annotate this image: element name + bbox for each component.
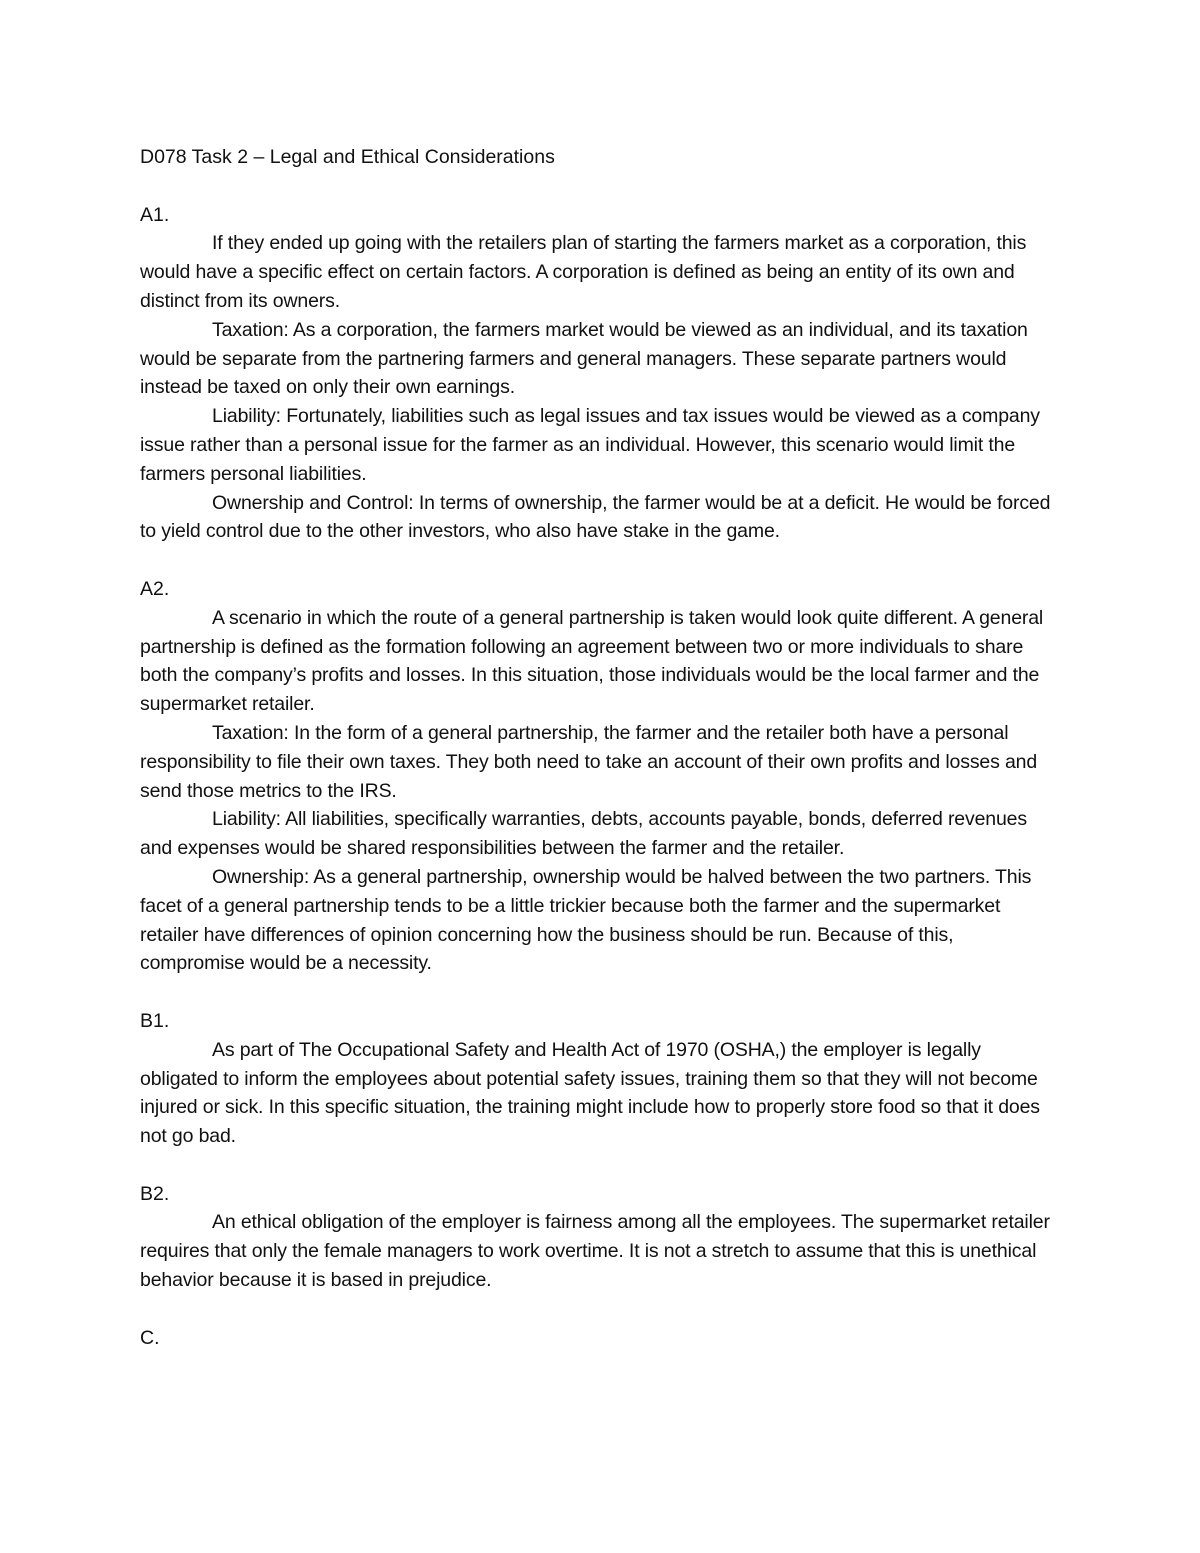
section-heading: C.: [140, 1326, 160, 1349]
paragraph: Liability: Fortunately, liabilities such as legal issues and tax issues would be viewed as a company issue rather than a personal issue for the farmer as an individual. However, this scenario would limit the farmers personal liabilities.: [140, 405, 1040, 485]
section-heading: A1.: [140, 203, 170, 226]
paragraph: A scenario in which the route of a general partnership is taken would look quite different. A general partnership is defined as the formation following an agreement between two or more individuals to share both the company’s profits and losses. In this situation, those individuals would be the local farmer and the supermarket retailer.: [140, 606, 1044, 716]
paragraph: As part of The Occupational Safety and Health Act of 1970 (OSHA,) the employer is legally obligated to inform the employees about potential safety issues, training them so that they will not become injured or sick. In this specific situation, the training might include how to properly store food so that it does not go bad.: [140, 1038, 1040, 1148]
section-a2: [140, 575, 1060, 978]
paragraph: Ownership: As a general partnership, ownership would be halved between the two partners. This facet of a general partnership tends to be a little trickier because both the farmer and the supermarket retailer have differences of opinion concerning how the business should be run. Because of this, compromise would be a necessity.: [140, 865, 1032, 975]
section-heading: B2.: [140, 1182, 170, 1205]
paragraph: If they ended up going with the retailers plan of starting the farmers market as a corporation, this would have a specific effect on certain factors. A corporation is defined as being an entity of its own and distinct from its owners.: [140, 232, 1027, 312]
section-heading: A2.: [140, 577, 170, 600]
section-b1: [140, 1007, 1060, 1151]
paragraph: Taxation: As a corporation, the farmers market would be viewed as an individual, and its taxation would be separate from the partnering farmers and general managers. These separate partners would instead be taxed on only their own earnings.: [140, 318, 1028, 399]
paragraph: Ownership and Control: In terms of ownership, the farmer would be at a deficit. He would be forced to yield control due to the other investors, who also have stake in the game.: [140, 491, 1051, 543]
section-a1: [140, 201, 1060, 547]
document-title: D078 Task 2 – Legal and Ethical Considerations: [140, 146, 555, 168]
paragraph: Liability: All liabilities, specifically warranties, debts, accounts payable, bonds, deferred revenues and expenses would be shared responsibilities between the farmer and the retailer.: [140, 808, 1027, 860]
paragraph: Taxation: In the form of a general partnership, the farmer and the retailer both have a personal responsibility to file their own taxes. They both need to take an account of their own profits and losses and send those metrics to the IRS.: [140, 721, 1038, 802]
paragraph: An ethical obligation of the employer is fairness among all the employees. The supermarket retailer requires that only the female managers to work overtime. It is not a stretch to assume that this is unethical behavior because it is based in prejudice.: [140, 1211, 1050, 1292]
section-b2: [140, 1180, 1060, 1295]
document-page: [140, 143, 1060, 1352]
section-heading: B1.: [140, 1009, 170, 1032]
section-c: [140, 1324, 1060, 1353]
